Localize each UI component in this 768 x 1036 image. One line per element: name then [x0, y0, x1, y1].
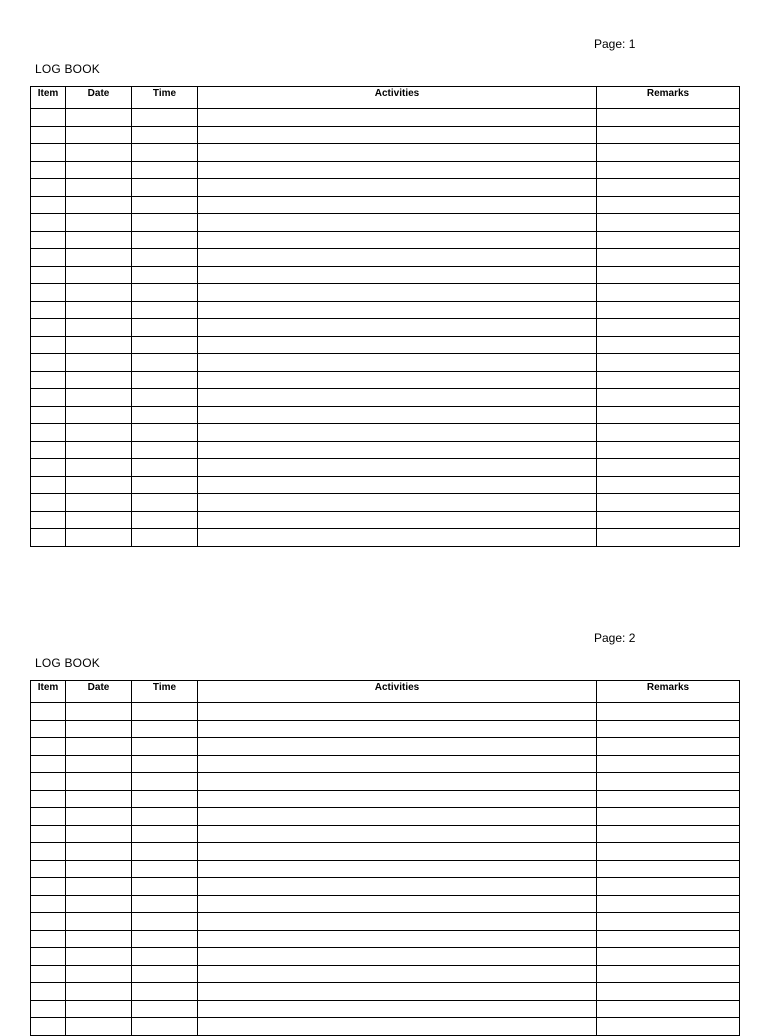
table-row — [31, 1018, 740, 1036]
time-cell[interactable] — [132, 214, 198, 232]
item-cell[interactable] — [31, 1000, 66, 1018]
activities-cell[interactable] — [198, 179, 597, 197]
item-cell[interactable] — [31, 249, 66, 267]
time-cell[interactable] — [132, 476, 198, 494]
activities-cell[interactable] — [198, 860, 597, 878]
remarks-cell[interactable] — [597, 301, 740, 319]
item-cell[interactable] — [31, 913, 66, 931]
page-number-label: Page: 2 — [594, 631, 636, 645]
time-cell[interactable] — [132, 720, 198, 738]
remarks-cell[interactable] — [597, 878, 740, 896]
remarks-cell[interactable] — [597, 389, 740, 407]
page-number-label: Page: 1 — [594, 37, 636, 51]
time-cell[interactable] — [132, 895, 198, 913]
time-cell[interactable] — [132, 913, 198, 931]
activities-cell[interactable] — [198, 249, 597, 267]
date-cell[interactable] — [66, 825, 132, 843]
date-cell[interactable] — [66, 301, 132, 319]
activities-cell[interactable] — [198, 406, 597, 424]
item-cell[interactable] — [31, 948, 66, 966]
remarks-cell[interactable] — [597, 319, 740, 337]
date-cell[interactable] — [66, 406, 132, 424]
time-cell[interactable] — [132, 319, 198, 337]
date-cell[interactable] — [66, 773, 132, 791]
activities-cell[interactable] — [198, 720, 597, 738]
date-cell[interactable] — [66, 860, 132, 878]
item-cell[interactable] — [31, 773, 66, 791]
date-cell[interactable] — [66, 476, 132, 494]
remarks-cell[interactable] — [597, 529, 740, 547]
remarks-cell[interactable] — [597, 126, 740, 144]
log-table — [30, 680, 740, 1036]
activities-cell[interactable] — [198, 231, 597, 249]
remarks-cell[interactable] — [597, 755, 740, 773]
activities-cell[interactable] — [198, 965, 597, 983]
activities-cell[interactable] — [198, 878, 597, 896]
table-row — [31, 249, 740, 267]
date-cell[interactable] — [66, 703, 132, 721]
remarks-cell[interactable] — [597, 231, 740, 249]
table-row — [31, 825, 740, 843]
date-cell[interactable] — [66, 895, 132, 913]
column-header-activities: Activities — [198, 681, 597, 703]
table-row — [31, 424, 740, 442]
activities-cell[interactable] — [198, 930, 597, 948]
table-row — [31, 808, 740, 826]
remarks-cell[interactable] — [597, 773, 740, 791]
table-row — [31, 965, 740, 983]
column-header-item: Item — [31, 681, 66, 703]
table-row — [31, 459, 740, 477]
item-cell[interactable] — [31, 703, 66, 721]
time-cell[interactable] — [132, 983, 198, 1001]
column-header-date: Date — [66, 87, 132, 109]
activities-cell[interactable] — [198, 266, 597, 284]
table-row — [31, 1000, 740, 1018]
activities-cell[interactable] — [198, 284, 597, 302]
activities-cell[interactable] — [198, 301, 597, 319]
table-header-row — [31, 87, 740, 109]
table-body — [31, 703, 740, 1036]
item-cell[interactable] — [31, 720, 66, 738]
activities-cell[interactable] — [198, 703, 597, 721]
table-row — [31, 843, 740, 861]
remarks-cell[interactable] — [597, 249, 740, 267]
date-cell[interactable] — [66, 965, 132, 983]
remarks-cell[interactable] — [597, 424, 740, 442]
remarks-cell[interactable] — [597, 720, 740, 738]
table-row — [31, 860, 740, 878]
table-row — [31, 511, 740, 529]
activities-cell[interactable] — [198, 319, 597, 337]
activities-cell[interactable] — [198, 511, 597, 529]
time-cell[interactable] — [132, 511, 198, 529]
time-cell[interactable] — [132, 161, 198, 179]
time-cell[interactable] — [132, 860, 198, 878]
column-header-time: Time — [132, 681, 198, 703]
time-cell[interactable] — [132, 825, 198, 843]
table-row — [31, 773, 740, 791]
column-header-date: Date — [66, 681, 132, 703]
item-cell[interactable] — [31, 494, 66, 512]
activities-cell[interactable] — [198, 895, 597, 913]
remarks-cell[interactable] — [597, 441, 740, 459]
time-cell[interactable] — [132, 930, 198, 948]
time-cell[interactable] — [132, 459, 198, 477]
time-cell[interactable] — [132, 126, 198, 144]
item-cell[interactable] — [31, 983, 66, 1001]
log-table — [30, 86, 740, 547]
remarks-cell[interactable] — [597, 196, 740, 214]
time-cell[interactable] — [132, 878, 198, 896]
date-cell[interactable] — [66, 144, 132, 162]
time-cell[interactable] — [132, 790, 198, 808]
activities-cell[interactable] — [198, 459, 597, 477]
table-row — [31, 214, 740, 232]
item-cell[interactable] — [31, 738, 66, 756]
remarks-cell[interactable] — [597, 336, 740, 354]
activities-cell[interactable] — [198, 790, 597, 808]
time-cell[interactable] — [132, 109, 198, 127]
remarks-cell[interactable] — [597, 948, 740, 966]
item-cell[interactable] — [31, 878, 66, 896]
remarks-cell[interactable] — [597, 109, 740, 127]
table-body — [31, 109, 740, 547]
activities-cell[interactable] — [198, 424, 597, 442]
item-cell[interactable] — [31, 790, 66, 808]
activities-cell[interactable] — [198, 389, 597, 407]
remarks-cell[interactable] — [597, 930, 740, 948]
column-header-time: Time — [132, 87, 198, 109]
activities-cell[interactable] — [198, 109, 597, 127]
date-cell[interactable] — [66, 720, 132, 738]
activities-cell[interactable] — [198, 808, 597, 826]
activities-cell[interactable] — [198, 529, 597, 547]
activities-cell[interactable] — [198, 354, 597, 372]
date-cell[interactable] — [66, 738, 132, 756]
activities-cell[interactable] — [198, 476, 597, 494]
log-book-title: LOG BOOK — [35, 656, 100, 670]
item-cell[interactable] — [31, 319, 66, 337]
table-row — [31, 144, 740, 162]
item-cell[interactable] — [31, 179, 66, 197]
time-cell[interactable] — [132, 441, 198, 459]
remarks-cell[interactable] — [597, 895, 740, 913]
item-cell[interactable] — [31, 529, 66, 547]
item-cell[interactable] — [31, 109, 66, 127]
item-cell[interactable] — [31, 441, 66, 459]
time-cell[interactable] — [132, 965, 198, 983]
item-cell[interactable] — [31, 755, 66, 773]
remarks-cell[interactable] — [597, 1000, 740, 1018]
table-row — [31, 790, 740, 808]
remarks-cell[interactable] — [597, 284, 740, 302]
date-cell[interactable] — [66, 266, 132, 284]
time-cell[interactable] — [132, 406, 198, 424]
date-cell[interactable] — [66, 913, 132, 931]
date-cell[interactable] — [66, 1018, 132, 1036]
item-cell[interactable] — [31, 161, 66, 179]
item-cell[interactable] — [31, 214, 66, 232]
date-cell[interactable] — [66, 126, 132, 144]
activities-cell[interactable] — [198, 773, 597, 791]
date-cell[interactable] — [66, 930, 132, 948]
activities-cell[interactable] — [198, 161, 597, 179]
time-cell[interactable] — [132, 1000, 198, 1018]
time-cell[interactable] — [132, 336, 198, 354]
item-cell[interactable] — [31, 144, 66, 162]
item-cell[interactable] — [31, 196, 66, 214]
remarks-cell[interactable] — [597, 808, 740, 826]
time-cell[interactable] — [132, 424, 198, 442]
item-cell[interactable] — [31, 808, 66, 826]
date-cell[interactable] — [66, 808, 132, 826]
remarks-cell[interactable] — [597, 459, 740, 477]
table-row — [31, 983, 740, 1001]
time-cell[interactable] — [132, 266, 198, 284]
date-cell[interactable] — [66, 214, 132, 232]
activities-cell[interactable] — [198, 441, 597, 459]
item-cell[interactable] — [31, 476, 66, 494]
activities-cell[interactable] — [198, 371, 597, 389]
item-cell[interactable] — [31, 231, 66, 249]
date-cell[interactable] — [66, 494, 132, 512]
date-cell[interactable] — [66, 179, 132, 197]
time-cell[interactable] — [132, 389, 198, 407]
date-cell[interactable] — [66, 161, 132, 179]
remarks-cell[interactable] — [597, 476, 740, 494]
table-row — [31, 441, 740, 459]
item-cell[interactable] — [31, 266, 66, 284]
activities-cell[interactable] — [198, 755, 597, 773]
activities-cell[interactable] — [198, 214, 597, 232]
item-cell[interactable] — [31, 336, 66, 354]
table-row — [31, 878, 740, 896]
log-book-title: LOG BOOK — [35, 62, 100, 76]
activities-cell[interactable] — [198, 913, 597, 931]
item-cell[interactable] — [31, 860, 66, 878]
time-cell[interactable] — [132, 371, 198, 389]
item-cell[interactable] — [31, 965, 66, 983]
item-cell[interactable] — [31, 930, 66, 948]
item-cell[interactable] — [31, 389, 66, 407]
remarks-cell[interactable] — [597, 354, 740, 372]
table-row — [31, 354, 740, 372]
date-cell[interactable] — [66, 529, 132, 547]
column-header-remarks: Remarks — [597, 87, 740, 109]
activities-cell[interactable] — [198, 494, 597, 512]
time-cell[interactable] — [132, 773, 198, 791]
time-cell[interactable] — [132, 196, 198, 214]
date-cell[interactable] — [66, 843, 132, 861]
remarks-cell[interactable] — [597, 179, 740, 197]
time-cell[interactable] — [132, 843, 198, 861]
time-cell[interactable] — [132, 494, 198, 512]
time-cell[interactable] — [132, 755, 198, 773]
table-row — [31, 720, 740, 738]
table-row — [31, 336, 740, 354]
date-cell[interactable] — [66, 231, 132, 249]
remarks-cell[interactable] — [597, 983, 740, 1001]
remarks-cell[interactable] — [597, 843, 740, 861]
time-cell[interactable] — [132, 144, 198, 162]
item-cell[interactable] — [31, 825, 66, 843]
date-cell[interactable] — [66, 319, 132, 337]
remarks-cell[interactable] — [597, 738, 740, 756]
time-cell[interactable] — [132, 354, 198, 372]
item-cell[interactable] — [31, 459, 66, 477]
table-row — [31, 755, 740, 773]
table-row — [31, 529, 740, 547]
remarks-cell[interactable] — [597, 860, 740, 878]
date-cell[interactable] — [66, 389, 132, 407]
column-header-item: Item — [31, 87, 66, 109]
time-cell[interactable] — [132, 179, 198, 197]
item-cell[interactable] — [31, 424, 66, 442]
remarks-cell[interactable] — [597, 825, 740, 843]
column-header-activities: Activities — [198, 87, 597, 109]
item-cell[interactable] — [31, 284, 66, 302]
activities-cell[interactable] — [198, 948, 597, 966]
item-cell[interactable] — [31, 406, 66, 424]
remarks-cell[interactable] — [597, 1018, 740, 1036]
activities-cell[interactable] — [198, 196, 597, 214]
table-row — [31, 231, 740, 249]
remarks-cell[interactable] — [597, 913, 740, 931]
date-cell[interactable] — [66, 511, 132, 529]
activities-cell[interactable] — [198, 843, 597, 861]
date-cell[interactable] — [66, 196, 132, 214]
table-row — [31, 301, 740, 319]
date-cell[interactable] — [66, 755, 132, 773]
activities-cell[interactable] — [198, 144, 597, 162]
time-cell[interactable] — [132, 284, 198, 302]
time-cell[interactable] — [132, 808, 198, 826]
activities-cell[interactable] — [198, 1000, 597, 1018]
table-header-row — [31, 681, 740, 703]
table-row — [31, 948, 740, 966]
table-row — [31, 913, 740, 931]
date-cell[interactable] — [66, 948, 132, 966]
date-cell[interactable] — [66, 983, 132, 1001]
table-row — [31, 284, 740, 302]
column-header-remarks: Remarks — [597, 681, 740, 703]
remarks-cell[interactable] — [597, 144, 740, 162]
activities-cell[interactable] — [198, 1018, 597, 1036]
remarks-cell[interactable] — [597, 703, 740, 721]
table-row — [31, 371, 740, 389]
remarks-cell[interactable] — [597, 494, 740, 512]
item-cell[interactable] — [31, 371, 66, 389]
time-cell[interactable] — [132, 703, 198, 721]
activities-cell[interactable] — [198, 126, 597, 144]
table-row — [31, 406, 740, 424]
time-cell[interactable] — [132, 529, 198, 547]
time-cell[interactable] — [132, 249, 198, 267]
date-cell[interactable] — [66, 354, 132, 372]
table-row — [31, 930, 740, 948]
date-cell[interactable] — [66, 441, 132, 459]
table-row — [31, 703, 740, 721]
item-cell[interactable] — [31, 843, 66, 861]
table-row — [31, 494, 740, 512]
table-row — [31, 895, 740, 913]
date-cell[interactable] — [66, 878, 132, 896]
item-cell[interactable] — [31, 301, 66, 319]
time-cell[interactable] — [132, 738, 198, 756]
table-row — [31, 109, 740, 127]
date-cell[interactable] — [66, 371, 132, 389]
table-row — [31, 389, 740, 407]
date-cell[interactable] — [66, 459, 132, 477]
remarks-cell[interactable] — [597, 214, 740, 232]
item-cell[interactable] — [31, 511, 66, 529]
table-row — [31, 196, 740, 214]
activities-cell[interactable] — [198, 336, 597, 354]
date-cell[interactable] — [66, 790, 132, 808]
table-row — [31, 738, 740, 756]
date-cell[interactable] — [66, 1000, 132, 1018]
table-row — [31, 319, 740, 337]
item-cell[interactable] — [31, 354, 66, 372]
table-row — [31, 266, 740, 284]
activities-cell[interactable] — [198, 825, 597, 843]
remarks-cell[interactable] — [597, 790, 740, 808]
remarks-cell[interactable] — [597, 161, 740, 179]
remarks-cell[interactable] — [597, 965, 740, 983]
item-cell[interactable] — [31, 1018, 66, 1036]
date-cell[interactable] — [66, 109, 132, 127]
table-row — [31, 476, 740, 494]
time-cell[interactable] — [132, 948, 198, 966]
table-row — [31, 161, 740, 179]
time-cell[interactable] — [132, 231, 198, 249]
remarks-cell[interactable] — [597, 371, 740, 389]
remarks-cell[interactable] — [597, 406, 740, 424]
table-row — [31, 126, 740, 144]
time-cell[interactable] — [132, 301, 198, 319]
date-cell[interactable] — [66, 284, 132, 302]
table-row — [31, 179, 740, 197]
remarks-cell[interactable] — [597, 266, 740, 284]
item-cell[interactable] — [31, 895, 66, 913]
item-cell[interactable] — [31, 126, 66, 144]
date-cell[interactable] — [66, 249, 132, 267]
date-cell[interactable] — [66, 336, 132, 354]
remarks-cell[interactable] — [597, 511, 740, 529]
date-cell[interactable] — [66, 424, 132, 442]
time-cell[interactable] — [132, 1018, 198, 1036]
activities-cell[interactable] — [198, 738, 597, 756]
activities-cell[interactable] — [198, 983, 597, 1001]
